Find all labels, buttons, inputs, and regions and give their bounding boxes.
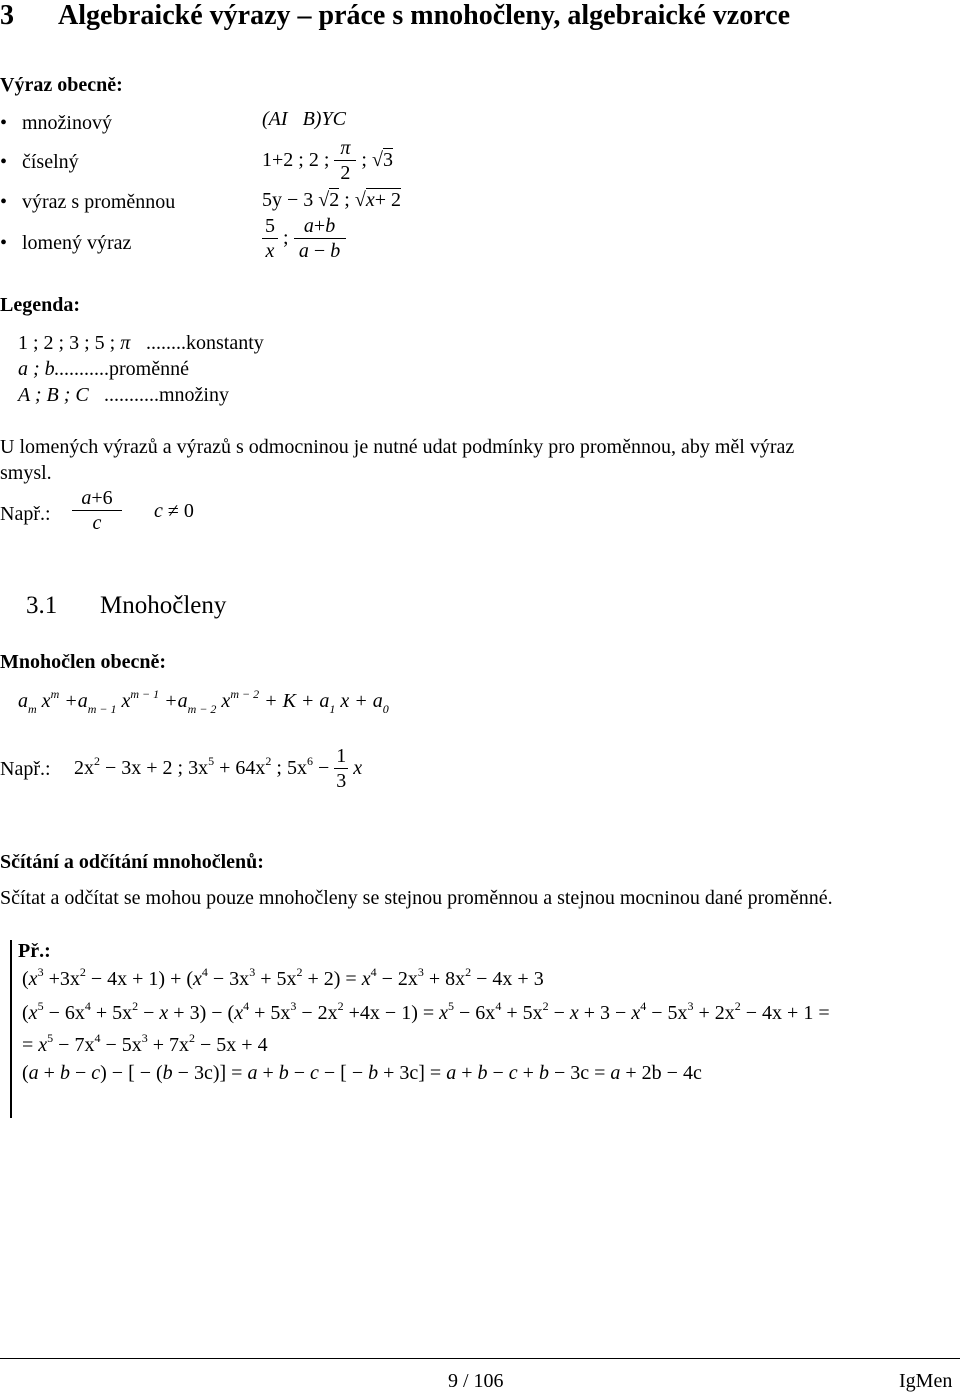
variable-expression: 5y − 3 √2 ; √x+ 2 (262, 189, 401, 211)
mnohoclen-heading: Mnohočlen obecně: (0, 651, 167, 673)
bullet-label: množinový (22, 112, 112, 134)
example-line-1: $(x^3 +3x^2 - 4x + 1) + (x^4 - 3x^3 + 5x^2 + 2) = x^4 - 2x^3 + 8x^2 - 4x + 3$ (22, 965, 544, 990)
chapter-number: 3 (0, 0, 14, 31)
legend-meaning: množiny (159, 384, 229, 406)
bullet-lomeny-vyraz (0, 232, 131, 255)
footer-brand: IgMen (899, 1370, 953, 1392)
scitani-heading: Sčítání a odčítání mnohočlenů: (0, 851, 264, 873)
bullet-label: číselný (22, 151, 79, 173)
note-line-2: smysl. (0, 462, 52, 484)
numeric-expression: 1+2 ; 2 ; $\frac{\pi}{2}$ ; √3 (262, 137, 393, 184)
legend-meaning: konstanty (186, 332, 264, 354)
set-expression: (AI B)YC (262, 108, 346, 130)
bullet-dot: • (0, 112, 8, 134)
polynomial-example-label: Např.: (0, 758, 51, 780)
example-label: Př.: (18, 940, 51, 962)
legend-meaning: proměnné (109, 358, 189, 380)
bullet-ciselny (0, 151, 79, 174)
bullet-dot: • (0, 151, 8, 173)
bullet-label: lomený výraz (22, 232, 132, 254)
polynomial-examples: $2x^2 - 3x + 2$ ; $3x^5 + 64x^2$ ; $5x^6$ − $\frac{1}{3}$ x (74, 745, 363, 792)
bullet-dot: • (0, 232, 8, 254)
note-example-label: Např.: (0, 503, 51, 525)
legenda-heading: Legenda: (0, 294, 80, 316)
footer-divider (0, 1358, 960, 1359)
page-number: 9 / 106 (448, 1370, 504, 1392)
note-fraction: $\frac{a+6}{c}$ (72, 486, 122, 535)
legend-row-sets: A ; B ; C ...........množiny (18, 384, 229, 406)
example-line-2: $(x^5 - 6x^4 + 5x^2 - x + 3) - (x^4 + 5x^3 - 2x^2 +4x - 1) = x^5 - 6x^4 + 5x^2 - x + 3 - x^4 - 5x^3 + 2x^2 - 4x + 1$ = (22, 999, 830, 1024)
fraction-expression: $\frac{5}{x}$ ; $\frac{a+b}{a - b}$ (262, 214, 346, 263)
chapter-title-text: Algebraické výrazy – práce s mnohočleny, algebraické vzorce (58, 0, 790, 31)
legend-row-constants: 1 ; 2 ; 3 ; 5 ; π ........konstanty (18, 332, 264, 354)
section-title: Mnohočleny (100, 592, 227, 619)
legend-row-variables: a ; b...........proměnné (18, 358, 189, 380)
scitani-text: Sčítat a odčítat se mohou pouze mnohočleny se stejnou proměnnou a stejnou mocninou dané proměnné. (0, 887, 833, 909)
note-line-1: U lomených výrazů a výrazů s odmocninou je nutné udat podmínky pro proměnnou, aby měl výraz (0, 436, 795, 458)
bullet-label: výraz s proměnnou (22, 191, 176, 213)
bullet-mnozinovy (0, 112, 112, 135)
legend-dots: ........... (54, 358, 109, 380)
bullet-dot: • (0, 191, 8, 213)
legend-dots: ........... (104, 384, 159, 406)
vyraz-obecne-heading: Výraz obecně: (0, 74, 123, 96)
section-number: 3.1 (26, 592, 58, 619)
example-line-3: = $x^5 - 7x^4 - 5x^3 + 7x^2 - 5x + 4$ (22, 1031, 268, 1056)
general-polynomial: $a_m$ $x^m +a_{m - 1}$ $x^{m - 1} +a_{m - 2}$ $x^{m - 2} + K + a_1$ $x + a_0$ (18, 687, 389, 716)
legend-dots: ........ (146, 332, 186, 354)
note-condition: c ≠ 0 (154, 500, 194, 522)
chapter-title (0, 0, 790, 32)
example-block-border (10, 940, 16, 1118)
bullet-vyraz-s-promennou (0, 191, 175, 214)
example-line-4: (a + b − c) − [ − (b − 3c)] = a + b − c − [ − b + 3c] = a + b − c + b − 3c = a + 2b − 4c (22, 1062, 702, 1084)
